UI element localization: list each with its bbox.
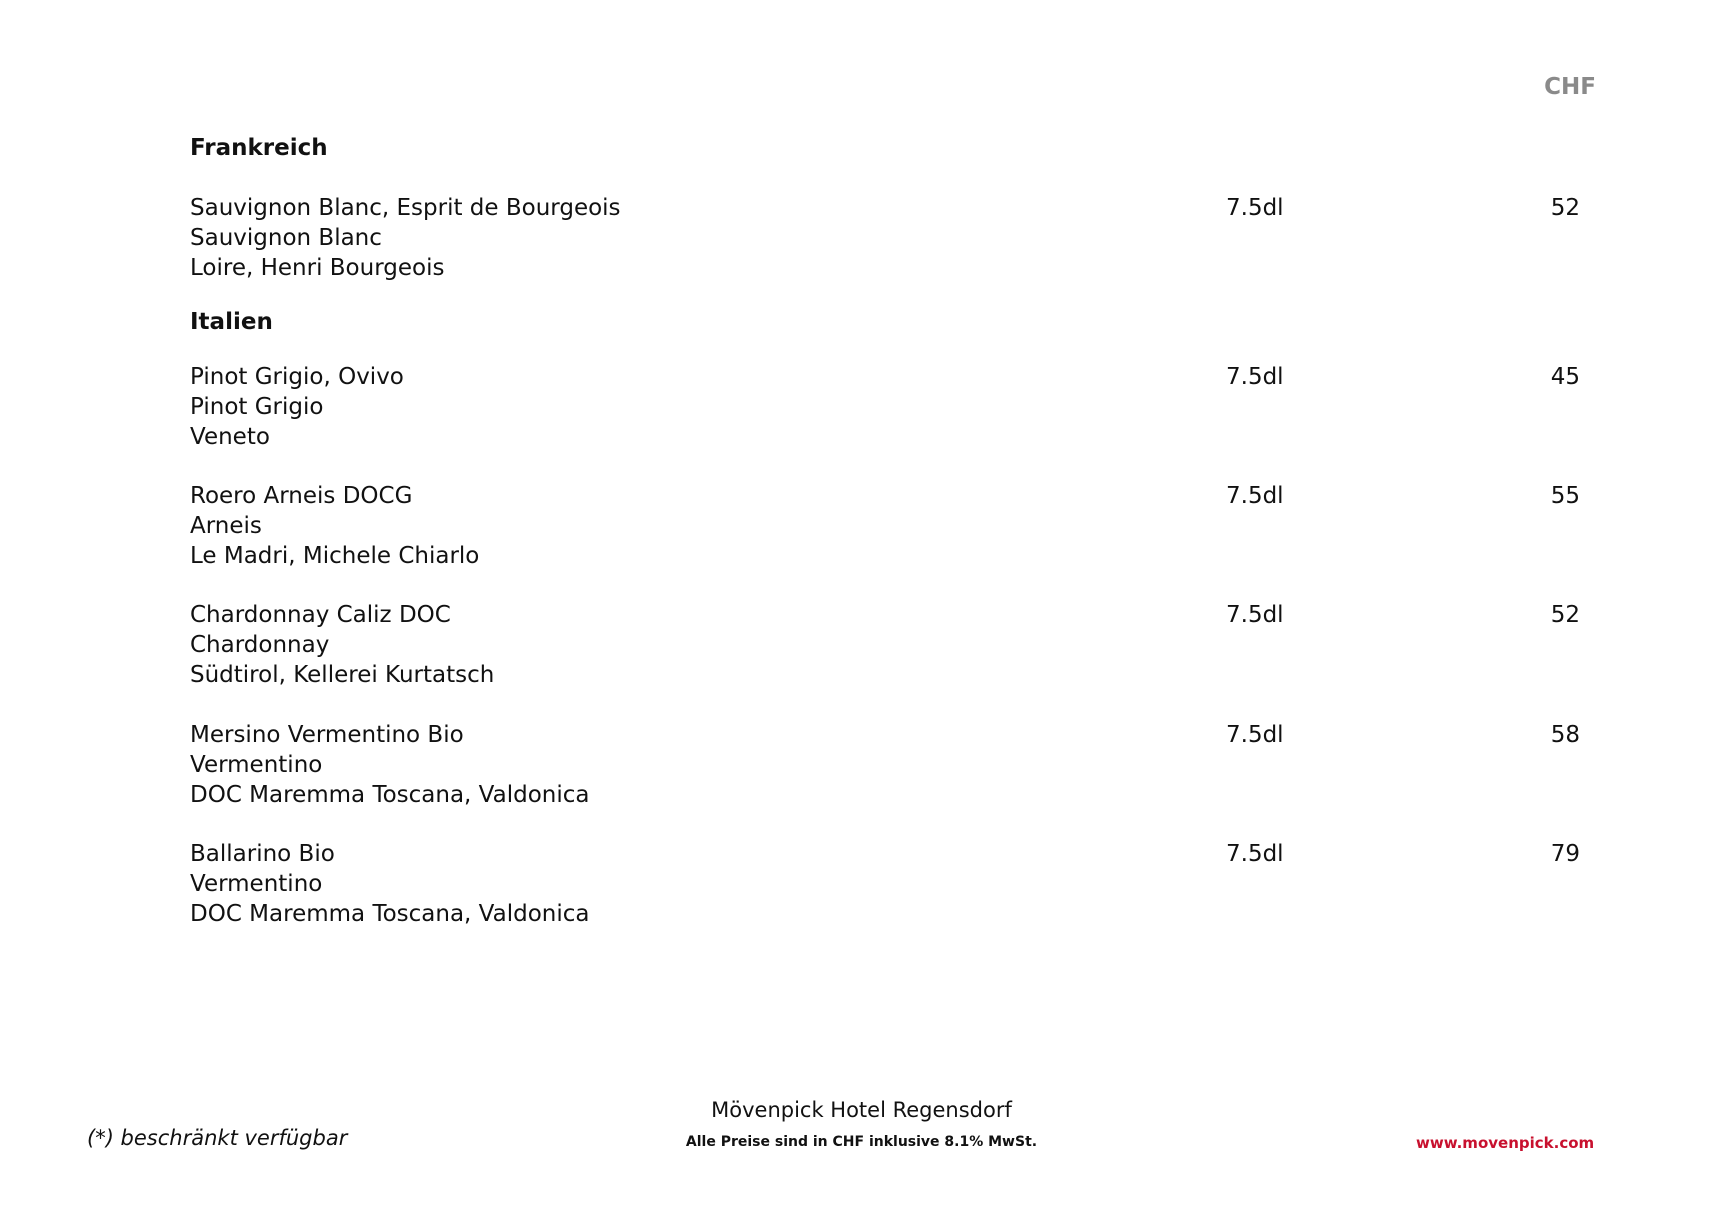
wine-grape: Pinot Grigio — [190, 394, 324, 420]
wine-grape: Chardonnay — [190, 632, 330, 658]
wine-price: 55 — [1550, 483, 1580, 509]
wine-price: 52 — [1550, 602, 1580, 628]
wine-description — [190, 839, 589, 929]
section-heading-frankreich: Frankreich — [190, 135, 328, 161]
wine-origin: Veneto — [190, 424, 270, 450]
prices-note: Alle Preise sind in CHF inklusive 8.1% MwSt. — [685, 1134, 1038, 1150]
wine-name: Ballarino Bio — [190, 841, 335, 867]
section-heading-italien: Italien — [190, 309, 273, 335]
wine-entry — [190, 481, 1590, 571]
wine-origin: Le Madri, Michele Chiarlo — [190, 543, 480, 569]
wine-volume: 7.5dl — [1226, 841, 1284, 867]
wine-name: Mersino Vermentino Bio — [190, 722, 464, 748]
wine-volume: 7.5dl — [1226, 195, 1284, 221]
website-link[interactable]: www.movenpick.com — [1416, 1134, 1595, 1152]
wine-grape: Arneis — [190, 513, 262, 539]
wine-description — [190, 362, 404, 452]
wine-grape: Vermentino — [190, 752, 323, 778]
wine-entry — [190, 720, 1590, 810]
wine-description — [190, 481, 479, 571]
wine-description — [190, 720, 589, 810]
wine-grape: Sauvignon Blanc — [190, 225, 382, 251]
wine-origin: Loire, Henri Bourgeois — [190, 255, 445, 281]
currency-header: CHF — [1544, 74, 1596, 100]
wine-grape: Vermentino — [190, 871, 323, 897]
wine-name: Pinot Grigio, Ovivo — [190, 364, 404, 390]
wine-origin: Südtirol, Kellerei Kurtatsch — [190, 662, 495, 688]
wine-origin: DOC Maremma Toscana, Valdonica — [190, 901, 590, 927]
availability-note: (*) beschränkt verfügbar — [87, 1126, 348, 1150]
wine-volume: 7.5dl — [1226, 364, 1284, 390]
hotel-name: Mövenpick Hotel Regensdorf — [711, 1098, 1012, 1122]
wine-name: Chardonnay Caliz DOC — [190, 602, 451, 628]
wine-description — [190, 600, 494, 690]
wine-volume: 7.5dl — [1226, 602, 1284, 628]
wine-entry — [190, 600, 1590, 690]
wine-price: 79 — [1550, 841, 1580, 867]
wine-description — [190, 193, 621, 283]
wine-volume: 7.5dl — [1226, 483, 1284, 509]
wine-price: 52 — [1550, 195, 1580, 221]
wine-name: Sauvignon Blanc, Esprit de Bourgeois — [190, 195, 621, 221]
wine-entry — [190, 839, 1590, 929]
wine-entry — [190, 362, 1590, 452]
wine-volume: 7.5dl — [1226, 722, 1284, 748]
wine-entry — [190, 193, 1590, 283]
wine-name: Roero Arneis DOCG — [190, 483, 413, 509]
wine-price: 58 — [1550, 722, 1580, 748]
wine-origin: DOC Maremma Toscana, Valdonica — [190, 782, 590, 808]
wine-price: 45 — [1550, 364, 1580, 390]
